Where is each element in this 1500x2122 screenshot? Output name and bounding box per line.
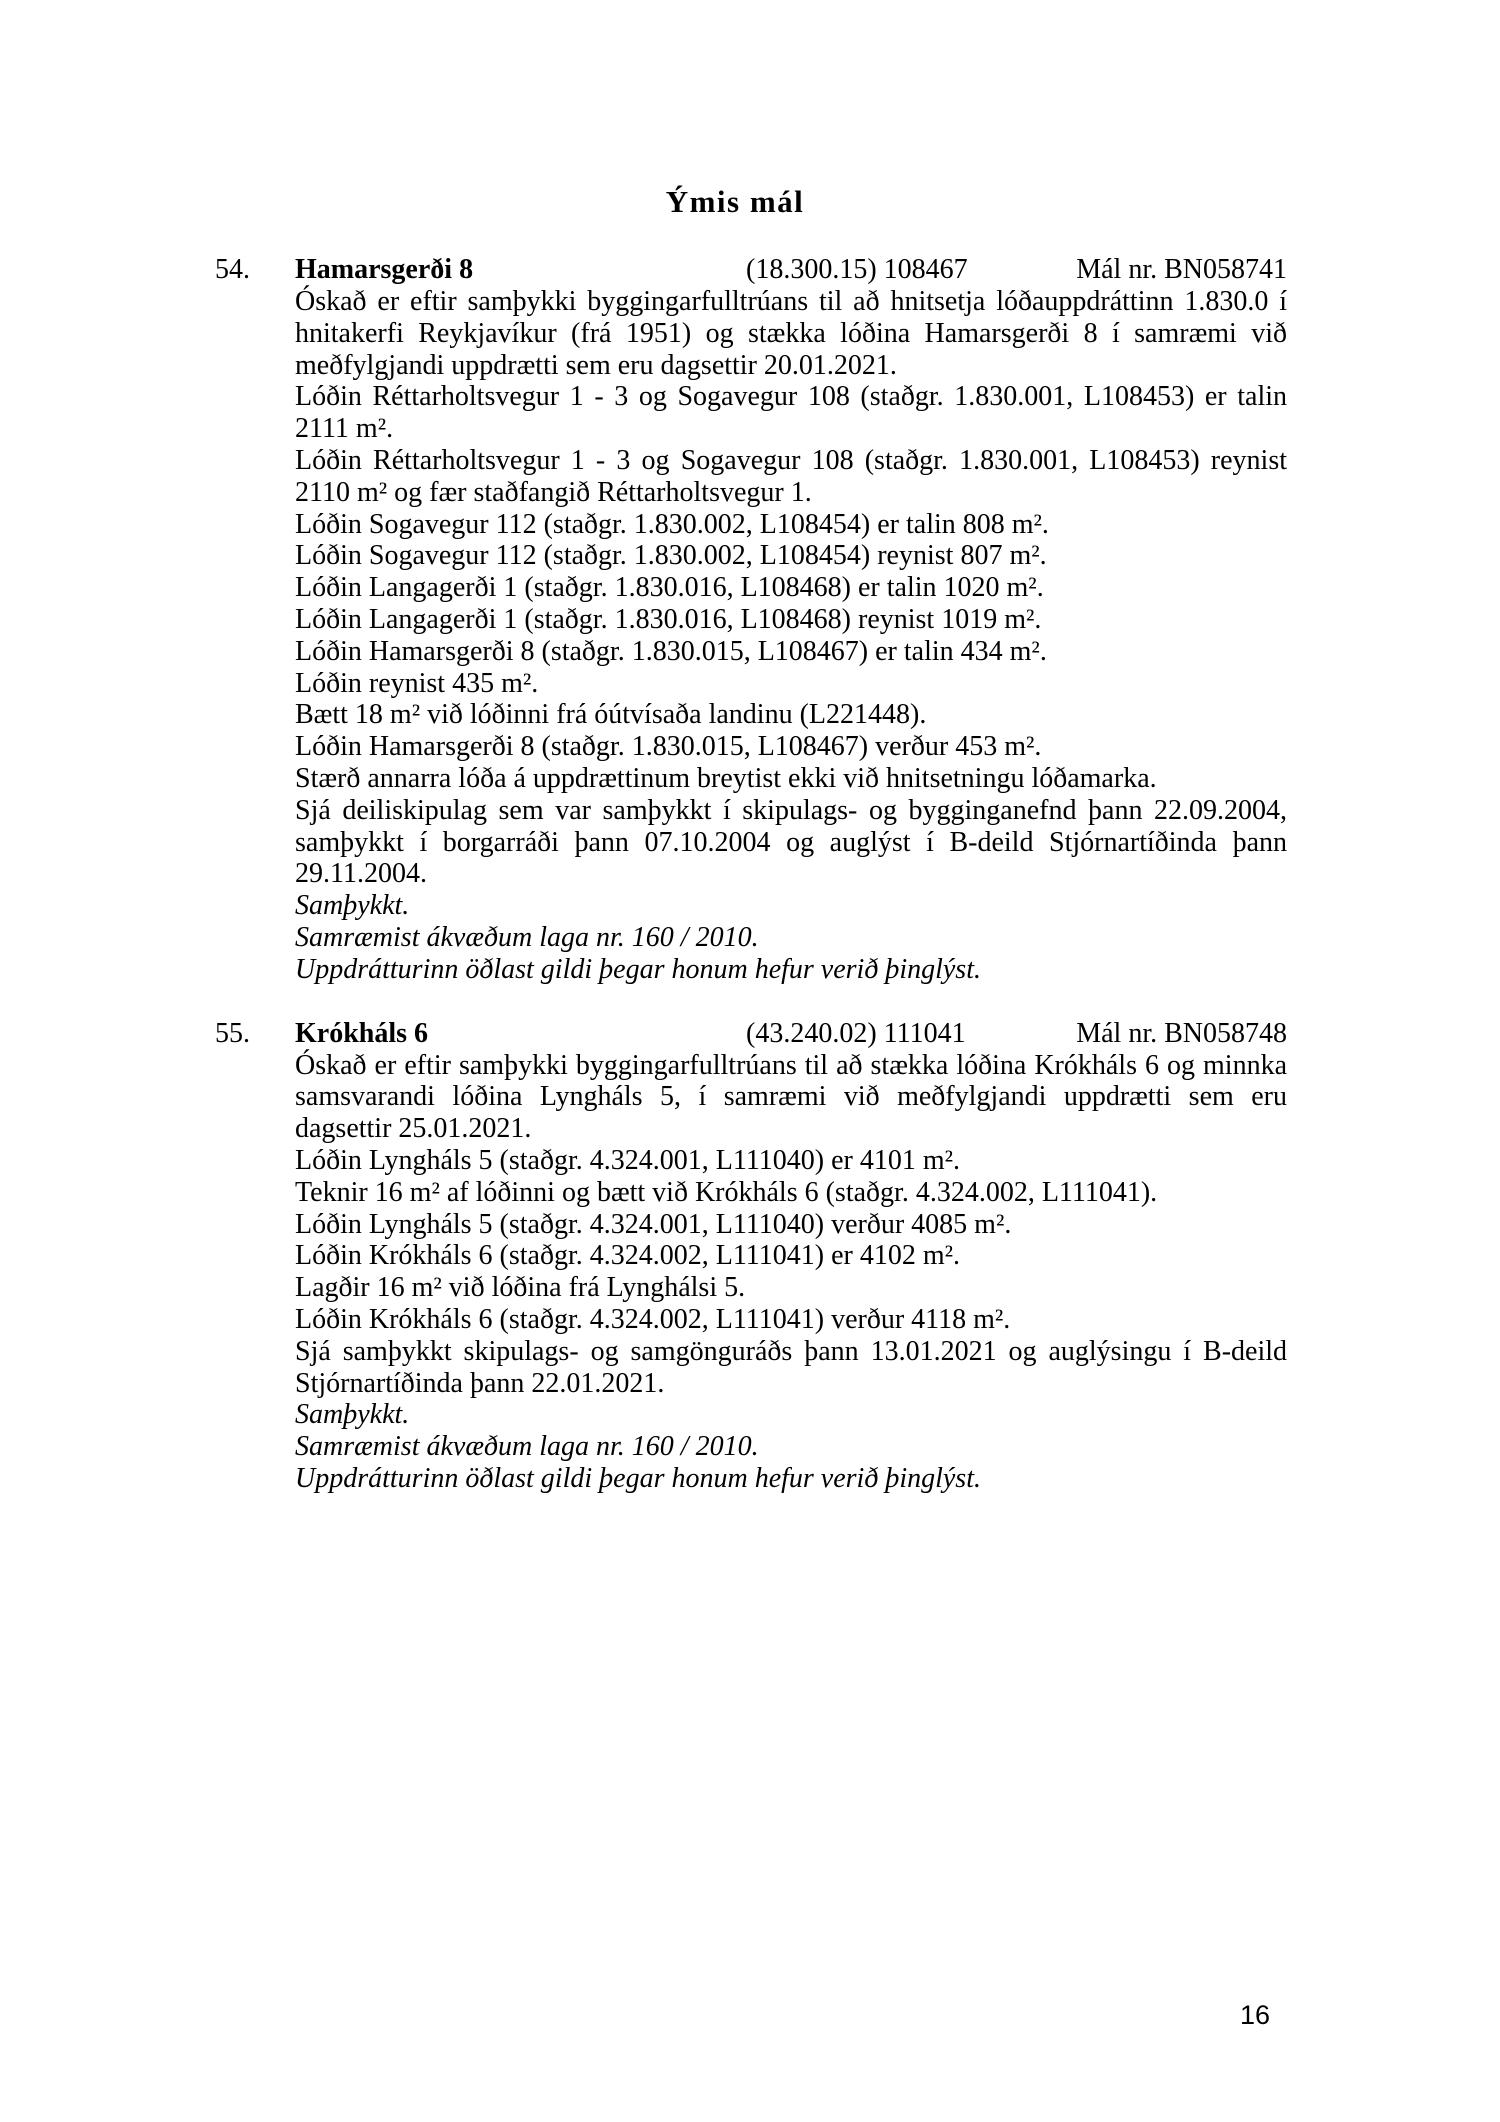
body-line: Lóðin Krókháls 6 (staðgr. 4.324.002, L111041) er 4102 m². <box>295 1240 961 1272</box>
case-body-54 <box>295 286 1287 986</box>
body-line: Teknir 16 m² af lóðinni og bætt við Krókháls 6 (staðgr. 4.324.002, L111041). <box>295 1176 1158 1208</box>
body-line: Lagðir 16 m² við lóðina frá Lynghálsi 5. <box>295 1272 746 1304</box>
page-number: 16 <box>1240 2000 1271 2030</box>
body-line: Lóðin Langagerði 1 (staðgr. 1.830.016, L108468) reynist 1019 m². <box>295 603 1042 635</box>
resolution-line: Samræmist ákvæðum laga nr. 160 / 2010. <box>295 1431 759 1463</box>
body-line: Lóðin Lyngháls 5 (staðgr. 4.324.001, L111040) verður 4085 m². <box>295 1208 1012 1240</box>
body-line: Lóðin Langagerði 1 (staðgr. 1.830.016, L108468) er talin 1020 m². <box>295 572 1044 604</box>
body-line: Bætt 18 m² við lóðinni frá óútvísaða landinu (L221448). <box>295 699 927 731</box>
resolution-line: Samþykkt. <box>295 890 410 922</box>
body-line: Lóðin Hamarsgerði 8 (staðgr. 1.830.015, L108467) verður 453 m². <box>295 731 1042 763</box>
body-line: Sjá deiliskipulag sem var samþykkt í skipulags- og bygginganefnd þann 22.09.2004, <box>295 794 1287 826</box>
body-line: Lóðin Lyngháls 5 (staðgr. 4.324.001, L111040) er 4101 m². <box>295 1144 961 1176</box>
case-id: Mál nr. BN058748 <box>1076 1017 1287 1049</box>
body-line: meðfylgjandi uppdrætti sem eru dagsettir 20.01.2021. <box>295 349 897 381</box>
body-line: samsvarandi lóðina Lyngháls 5, í samræmi við meðfylgjandi uppdrætti sem eru <box>295 1081 1287 1113</box>
resolution-line: Samræmist ákvæðum laga nr. 160 / 2010. <box>295 921 759 953</box>
body-line: hnitakerfi Reykjavíkur (frá 1951) og stækka lóðina Hamarsgerði 8 í samræmi við <box>295 317 1287 349</box>
resolution-line: Uppdrátturinn öðlast gildi þegar honum hefur verið þinglýst. <box>295 953 981 985</box>
body-line: Lóðin Réttarholtsvegur 1 - 3 og Sogavegur 108 (staðgr. 1.830.001, L108453) er talin <box>295 381 1287 413</box>
body-line: Óskað er eftir samþykki byggingarfulltrúans til að hnitsetja lóðauppdráttinn 1.830.0 í <box>295 286 1287 317</box>
case-index: 55. <box>215 1017 250 1049</box>
resolution-line: Samþykkt. <box>295 1399 410 1431</box>
resolution-line: Uppdrátturinn öðlast gildi þegar honum hefur verið þinglýst. <box>295 1462 981 1494</box>
case-header-55 <box>215 1018 1287 1050</box>
body-line: dagsettir 25.01.2021. <box>295 1113 532 1145</box>
case-name: Krókháls 6 <box>295 1017 429 1049</box>
case-reference: (18.300.15) 108467 <box>746 254 968 285</box>
body-line: Lóðin Krókháls 6 (staðgr. 4.324.002, L111041) verður 4118 m². <box>295 1303 1011 1335</box>
body-line: Stjórnartíðinda þann 22.01.2021. <box>295 1367 665 1399</box>
page-title: Ýmis mál <box>665 184 805 219</box>
body-line: samþykkt í borgarráði þann 07.10.2004 og auglýst í B-deild Stjórnartíðinda þann <box>295 826 1287 858</box>
case-item-55 <box>215 1018 1287 1495</box>
case-name: Hamarsgerði 8 <box>295 254 474 285</box>
body-line: Lóðin Sogavegur 112 (staðgr. 1.830.002, L108454) reynist 807 m². <box>295 540 1047 572</box>
case-id: Mál nr. BN058741 <box>1076 254 1287 285</box>
body-line: Lóðin Réttarholtsvegur 1 - 3 og Sogavegur 108 (staðgr. 1.830.001, L108453) reynist <box>295 444 1287 476</box>
case-index: 54. <box>215 254 250 285</box>
body-line: Óskað er eftir samþykki byggingarfulltrúans til að stækka lóðina Krókháls 6 og minnka <box>295 1049 1287 1081</box>
body-line: Lóðin reynist 435 m². <box>295 667 539 699</box>
case-item-54 <box>215 254 1287 986</box>
body-line: 29.11.2004. <box>295 858 427 890</box>
case-body-55 <box>295 1050 1287 1495</box>
body-line: Lóðin Hamarsgerði 8 (staðgr. 1.830.015, L108467) er talin 434 m². <box>295 635 1047 667</box>
body-line: 2111 m². <box>295 413 394 445</box>
document-content <box>215 186 1287 1495</box>
case-reference: (43.240.02) 111041 <box>746 1017 966 1049</box>
body-line: Stærð annarra lóða á uppdrættinum breytist ekki við hnitsetningu lóðamarka. <box>295 762 1157 794</box>
case-header-54 <box>215 254 1287 286</box>
body-line: Lóðin Sogavegur 112 (staðgr. 1.830.002, L108454) er talin 808 m². <box>295 508 1049 540</box>
body-line: 2110 m² og fær staðfangið Réttarholtsvegur 1. <box>295 476 812 508</box>
body-line: Sjá samþykkt skipulags- og samgönguráðs þann 13.01.2021 og auglýsingu í B-deild <box>295 1335 1287 1367</box>
